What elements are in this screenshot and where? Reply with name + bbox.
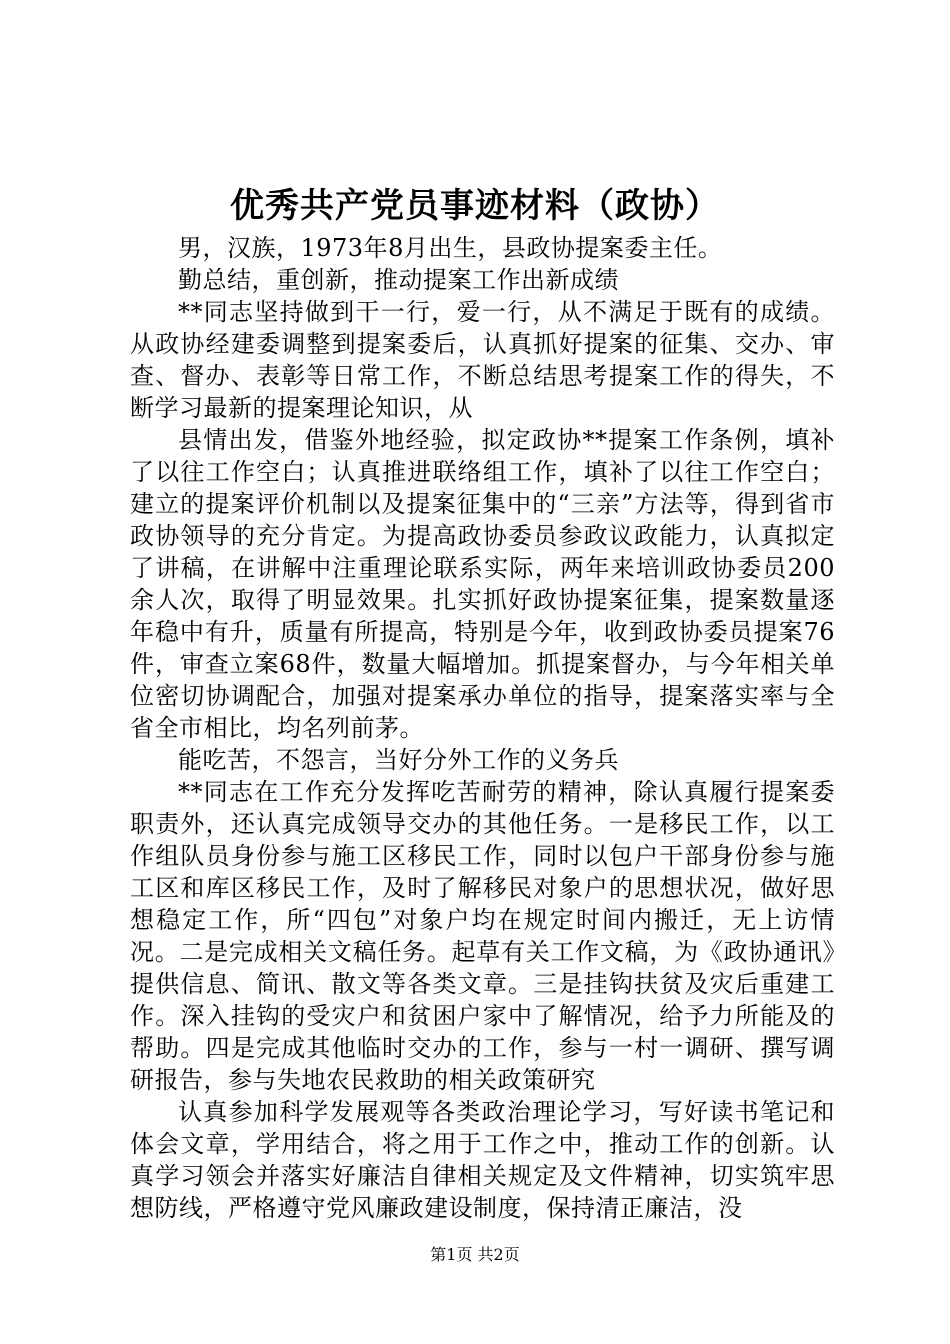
- paragraph: 认真参加科学发展观等各类政治理论学习，写好读书笔记和体会文章，学用结合，将之用于工作之中，推动工作的创新。认真学习领会并落实好廉洁自律相关规定及文件精神，切实筑牢思想防线，严格遵守党风廉政建设制度，保持清正廉洁，没: [130, 1098, 835, 1222]
- paragraph: 县情出发，借鉴外地经验，拟定政协**提案工作条例，填补了以往工作空白；认真推进联络组工作，填补了以往工作空白；建立的提案评价机制以及提案征集中的“三亲”方法等，得到省市政协领导的充分肯定。为提高政协委员参政议政能力，认真拟定了讲稿，在讲解中注重理论联系实际，两年来培训政协委员200余人次，取得了明显效果。扎实抓好政协提案征集，提案数量逐年稳中有升，质量有所提高，特别是今年，收到政协委员提案76件，审查立案68件，数量大幅增加。抓提案督办，与今年相关单位密切协调配合，加强对提案承办单位的指导，提案落实率与全省全市相比，均名列前茅。: [130, 426, 835, 742]
- paragraph: **同志在工作充分发挥吃苦耐劳的精神，除认真履行提案委职责外，还认真完成领导交办的其他任务。一是移民工作，以工作组队员身份参与施工区移民工作，同时以包户干部身份参与施工区和库区移民工作，及时了解移民对象户的思想状况，做好思想稳定工作，所“四包”对象户均在规定时间内搬迁，无上访情况。二是完成相关文稿任务。起草有关工作文稿，为《政协通讯》提供信息、简讯、散文等各类文章。三是挂钩扶贫及灾后重建工作。深入挂钩的受灾户和贫困户家中了解情况，给予力所能及的帮助。四是完成其他临时交办的工作，参与一村一调研、撰写调研报告，参与失地农民救助的相关政策研究: [130, 778, 835, 1094]
- paragraph: **同志坚持做到干一行，爱一行，从不满足于既有的成绩。从政协经建委调整到提案委后，认真抓好提案的征集、交办、审查、督办、表彰等日常工作，不断总结思考提案工作的得失，不断学习最新的提案理论知识，从: [130, 298, 835, 422]
- document-body: [130, 232, 835, 1224]
- document-title: 优秀共产党员事迹材料（政协）: [230, 186, 720, 226]
- section-heading-1: 勤总结，重创新，推动提案工作出新成绩: [178, 266, 619, 294]
- section-heading-2: 能吃苦，不怨言，当好分外工作的义务兵: [178, 746, 619, 774]
- paragraph-intro: 男，汉族，1973年8月出生，县政协提案委主任。: [178, 234, 723, 262]
- page-footer: 第1页 共2页: [430, 1245, 520, 1264]
